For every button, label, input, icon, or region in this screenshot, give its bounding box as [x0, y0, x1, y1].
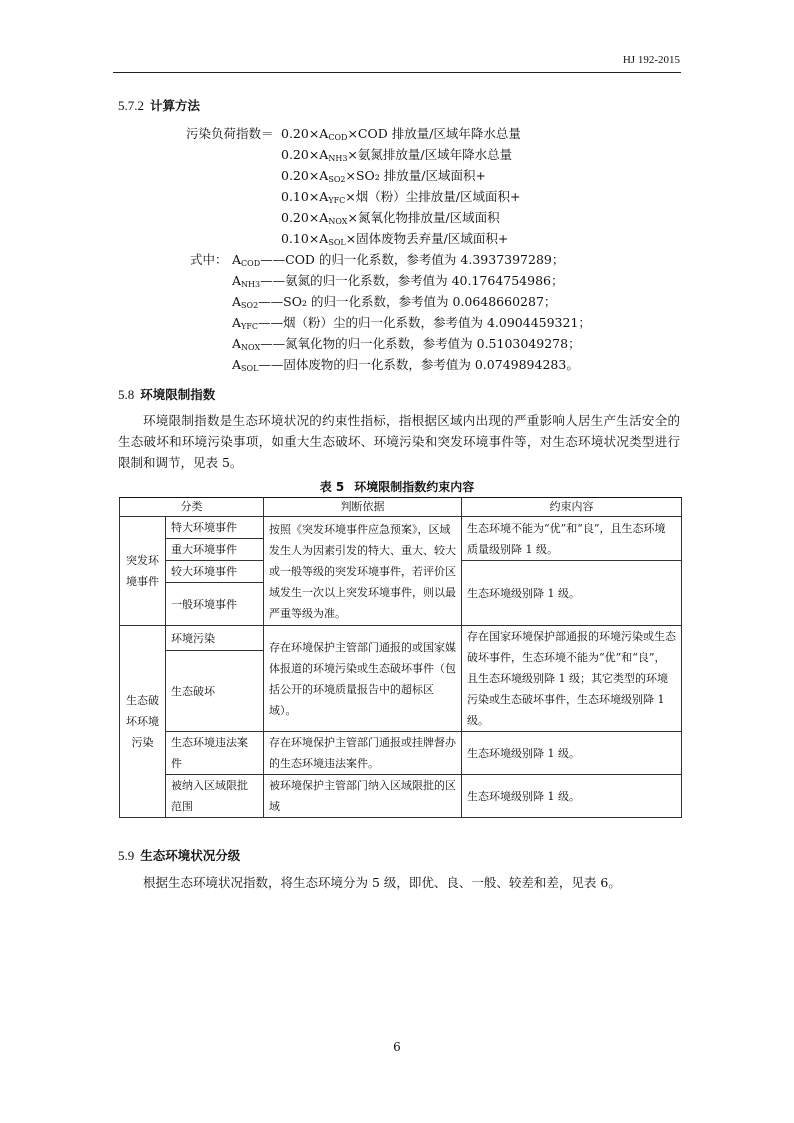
header-rule	[113, 72, 681, 73]
table-header-row	[120, 498, 682, 517]
coefficient-item: $A_{SO2}——SO_2$ 的归一化系数，参考值为 0.0648660287；	[232, 294, 557, 310]
paragraph-text: 根据生态环境状况指数，将生态环境分为 5 级，即优、良、一般、较差和差，见表 6。	[143, 875, 621, 890]
section-number: 5.7.2	[118, 98, 144, 113]
paragraph-text: 环境限制指数是生态环境状况的约束性指标，指根据区域内出现的严重影响人居生产生活安全的生态破坏和环境污染事项，如重大生态破坏、环境污染和突发环境事件等，对生态环境状况类型进行限制和调节，见表 5。	[118, 413, 680, 470]
basis-cell: 存在环境保护主管部门通报或挂牌督办的生态环境违法案件。	[264, 732, 462, 775]
formula-line: $0.20\times A_{COD}\times COD$ 排放量/区域年降水总量	[281, 126, 521, 142]
category-ecological-damage: 生态破坏环境污染	[120, 626, 166, 818]
coefficient-item: $A_{NH3}——$氨氮的归一化系数，参考值为 40.1764754986；	[232, 273, 564, 289]
header-constraint: 约束内容	[462, 498, 682, 517]
coefficient-item: $A_{COD}——COD$ 的归一化系数，参考值为 4.3937397289；	[232, 252, 565, 268]
constraint-cell: 生态环境级别降 1 级。	[462, 561, 682, 626]
formula-line: $0.10\times A_{SOL}\times$固体废物丢弃量/区域面积+	[281, 231, 509, 247]
table-row	[120, 732, 682, 775]
table-5	[119, 497, 682, 818]
table-row	[120, 626, 682, 651]
section-5-9-paragraph	[118, 872, 680, 893]
coefficient-item: $A_{YFC}——$烟（粉）尘的归一化系数，参考值为 4.0904459321；	[232, 315, 591, 331]
subcategory: 生态破坏	[166, 651, 264, 732]
section-5-8-paragraph	[118, 410, 680, 473]
coefficient-item: $A_{SOL}——$固体废物的归一化系数，参考值为 0.0749894283。	[232, 357, 579, 373]
category-sudden-events: 突发环境事件	[120, 517, 166, 626]
section-number: 5.9	[118, 848, 135, 863]
subcategory: 较大环境事件	[166, 561, 264, 583]
basis-cell: 被环境保护主管部门纳入区域限批的区域	[264, 775, 462, 818]
constraint-cell: 生态环境不能为“优”和“良”，且生态环境质量级别降 1 级。	[462, 517, 682, 561]
header-category: 分类	[120, 498, 264, 517]
table-row	[120, 775, 682, 818]
basis-cell: 存在环境保护主管部门通报的或国家媒体报道的环境污染或生态破坏事件（包括公开的环境质量报告中的超标区域）。	[264, 626, 462, 732]
subcategory: 重大环境事件	[166, 539, 264, 561]
formula-line: $0.20\times A_{NH3}\times$氨氮排放量/区域年降水总量	[281, 147, 513, 163]
where-label: 式中：	[190, 252, 228, 267]
section-heading-5-8	[118, 385, 215, 403]
subcategory: 特大环境事件	[166, 517, 264, 539]
table-row	[120, 517, 682, 539]
subcategory: 生态环境违法案件	[166, 732, 264, 775]
section-title: 环境限制指数	[140, 387, 216, 402]
section-title: 生态环境状况分级	[140, 848, 241, 863]
subcategory: 环境污染	[166, 626, 264, 651]
formula-line: $0.20\times A_{SO2}\times SO_2$ 排放量/区域面积+	[281, 168, 486, 184]
header-basis: 判断依据	[264, 498, 462, 517]
table-number: 表 5	[319, 480, 345, 494]
page-number: 6	[393, 1040, 401, 1054]
section-number: 5.8	[118, 387, 135, 402]
constraint-cell: 生态环境级别降 1 级。	[462, 775, 682, 818]
constraint-cell: 生态环境级别降 1 级。	[462, 732, 682, 775]
formula-lead: 污染负荷指数＝	[186, 126, 274, 141]
standard-code: HJ 192-2015	[622, 54, 680, 66]
subcategory: 被纳入区域限批范围	[166, 775, 264, 818]
formula-line: $0.10\times A_{YFC}\times$烟（粉）尘排放量/区域面积+	[281, 189, 521, 205]
subcategory: 一般环境事件	[166, 583, 264, 626]
section-title: 计算方法	[150, 98, 201, 113]
coefficient-item: $A_{NOX}——$氮氧化物的归一化系数，参考值为 0.5103049278；	[232, 336, 581, 352]
basis-cell: 按照《突发环境事件应急预案》，区域发生人为因素引发的特大、重大、较大或一般等级的突发环境事件，若评价区域发生一次以上突发环境事件，则以最严重等级为准。	[264, 517, 462, 626]
table-title: 环境限制指数约束内容	[354, 480, 475, 494]
table-5-caption	[0, 478, 794, 495]
constraint-cell: 存在国家环境保护部通报的环境污染或生态破坏事件，生态环境不能为“优”和“良”，且生态环境级别降 1 级；其它类型的环境污染或生态破坏事件，生态环境级别降 1 级。	[462, 626, 682, 732]
section-heading-5-7-2	[118, 96, 200, 114]
section-heading-5-9	[118, 846, 240, 864]
formula-line: $0.20\times A_{NOX}\times$氮氧化物排放量/区域面积	[281, 210, 500, 226]
